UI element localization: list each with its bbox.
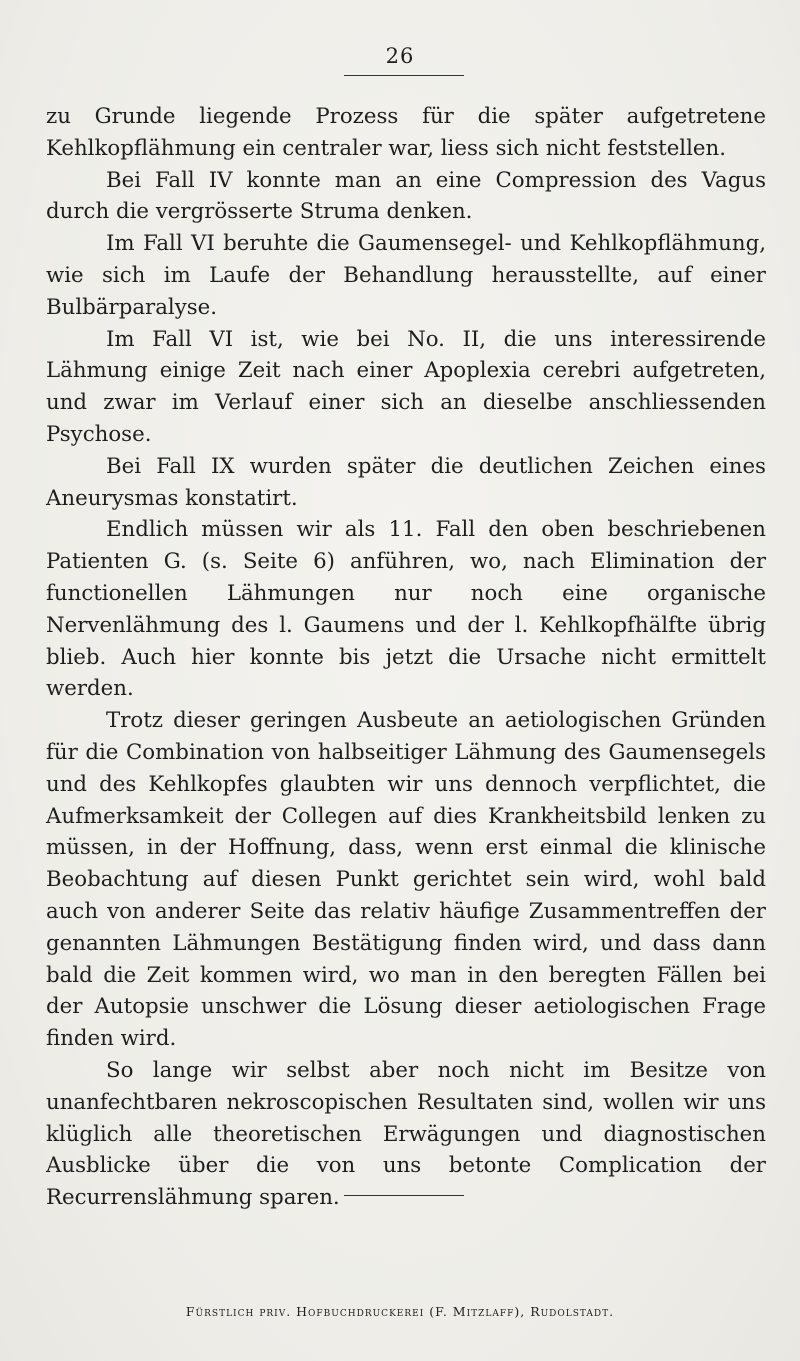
paragraph-continuation: zu Grunde liegende Prozess für die später aufgetretene Kehlkopflähmung ein centraler war, liess sich nicht feststellen.	[46, 104, 766, 161]
paragraph-so-lange: So lange wir selbst aber noch nicht im Besitze von unanfechtbaren nekroscopischen Resultaten sind, wollen wir uns klüglich alle theoretischen Erwägungen und diagnostischen Ausblicke über die von uns betonte Complication der Recurrenslähmung sparen.	[46, 1057, 766, 1211]
page-number: 26	[385, 44, 415, 68]
paragraph-fall-11: Endlich müssen wir als 11. Fall den oben beschriebenen Patienten G. (s. Seite 6) anführen, wo, nach Elimination der functionellen Lähmungen nur noch eine organische Nervenlähmung des l. Gaumens und der l. Kehlkopfhälfte übrig blieb. Auch hier konnte bis jetzt die Ursache nicht ermittelt werden.	[46, 517, 766, 702]
closing-rule	[344, 1195, 464, 1196]
body-text	[46, 101, 766, 1214]
paragraph-fall-vi-bulbaer: Im Fall VI beruhte die Gaumensegel- und Kehlkopflähmung, wie sich im Laufe der Behandlung herausstellte, auf einer Bulbärparalyse.	[46, 231, 766, 320]
paragraph-trotz: Trotz dieser geringen Ausbeute an aetiologischen Gründen für die Combination von halbseitiger Lähmung des Gaumensegels und des Kehlkopfes glaubten wir uns dennoch verpflichtet, die Aufmerksamkeit der Collegen auf dies Krankheitsbild lenken zu müssen, in der Hoffnung, dass, wenn erst einmal die klinische Beobachtung auf diesen Punkt gerichtet sein wird, wohl bald auch von anderer Seite das relativ häufige Zusammentreffen der genannten Lähmungen Bestätigung finden wird, und dass dann bald die Zeit kommen wird, wo man in den beregten Fällen bei der Autopsie unschwer die Lösung dieser aetiologischen Frage finden wird.	[46, 708, 766, 1052]
paragraph-fall-iv: Bei Fall IV konnte man an eine Compression des Vagus durch die vergrösserte Struma denken.	[46, 167, 766, 225]
printer-imprint: Fürstlich priv. Hofbuchdruckerei (F. Mitzlaff), Rudolstadt.	[185, 1304, 615, 1319]
paragraph-fall-ix: Bei Fall IX wurden später die deutlichen Zeichen eines Aneurysmas konstatirt.	[46, 453, 766, 511]
header-rule	[344, 75, 464, 76]
paragraph-fall-vi-apoplexia: Im Fall VI ist, wie bei No. II, die uns interessirende Lähmung einige Zeit nach einer Apoplexia cerebri aufgetreten, und zwar im Verlauf einer sich an dieselbe anschliessenden Psychose.	[46, 326, 766, 447]
